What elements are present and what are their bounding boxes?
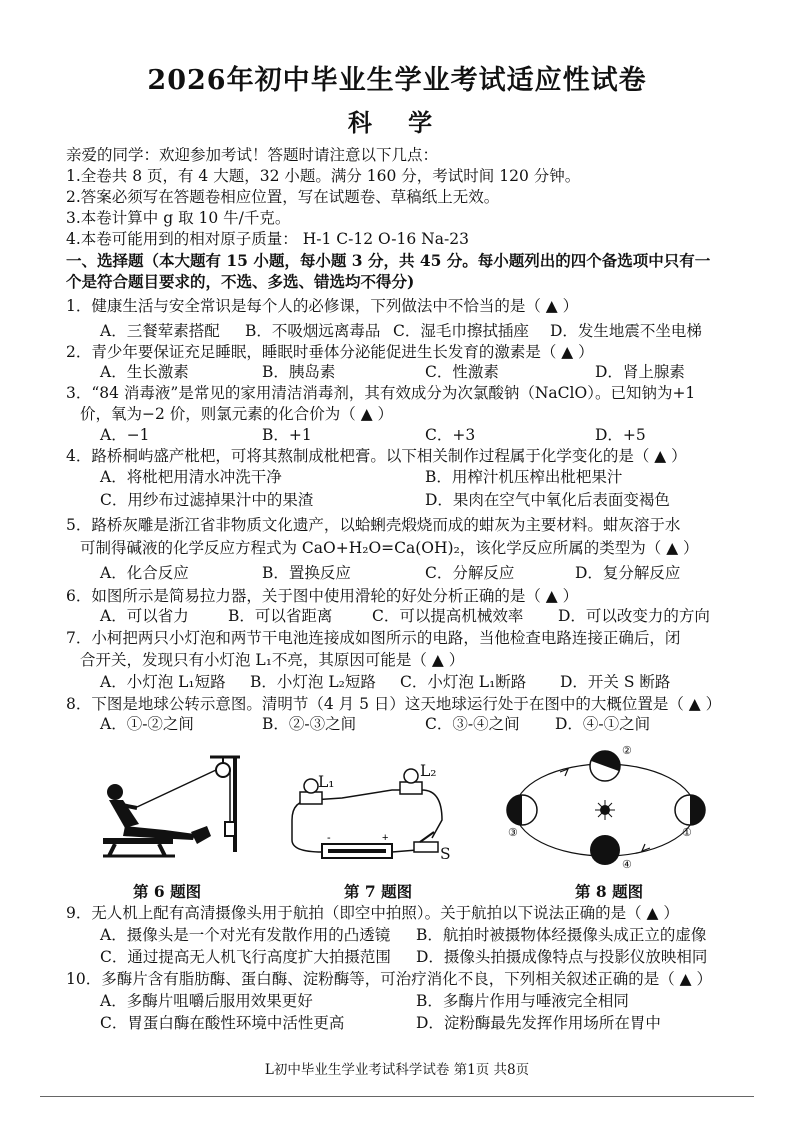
question-5-stem: 5．路桥灰雕是浙江省非物质文化遗产，以蛤蜊壳煅烧而成的蚶灰为主要材料。蚶灰溶于水 (66, 516, 681, 534)
q9-option-a: A．摄像头是一个对光有发散作用的凸透镜 (100, 926, 391, 944)
figure-6-pulley-exerciser (95, 752, 255, 862)
q4-option-a: A．将枇杷用清水冲洗干净 (100, 468, 282, 486)
figure-8-earth-orbit (500, 742, 725, 872)
q9-option-b: B．航拍时被摄物体经摄像头成正立的虚像 (416, 926, 707, 944)
q7-option-d: D．开关 S 断路 (560, 673, 671, 691)
q4-option-b: B．用榨汁机压榨出枇杷果汁 (425, 468, 623, 486)
question-7-stem-cont: 合开关，发现只有小灯泡 L₁不亮，其原因可能是（ ▲ ） (80, 651, 465, 669)
q6-option-b: B．可以省距离 (228, 607, 333, 625)
q5-option-c: C．分解反应 (425, 564, 515, 582)
question-5-stem-cont: 可制得碱液的化学反应方程式为 CaO+H₂O=Ca(OH)₂，该化学反应所属的类型为（ ▲ ） (80, 539, 699, 557)
position-1-label: ① (682, 826, 692, 839)
svg-text:+: + (382, 832, 389, 844)
q2-option-d: D．肾上腺素 (595, 363, 685, 381)
q8-option-c: C．③-④之间 (425, 715, 520, 733)
q10-option-b: B．多酶片作用与唾液完全相同 (416, 992, 629, 1010)
q5-option-b: B．置换反应 (262, 564, 351, 582)
notice-line: 4.本卷可能用到的相对原子质量： H-1 C-12 O-16 Na-23 (66, 230, 469, 248)
position-4-label: ④ (622, 858, 632, 871)
q1-option-d: D．发生地震不坐电梯 (550, 322, 702, 340)
q9-option-d: D．摄像头拍摄成像特点与投影仪放映相同 (416, 948, 708, 966)
question-2-stem: 2．青少年要保证充足睡眠，睡眠时垂体分泌能促进生长发育的激素是（ ▲ ） (66, 343, 594, 361)
q6-option-a: A．可以省力 (100, 607, 189, 625)
question-4-stem: 4．路桥桐屿盛产枇杷，可将其熬制成枇杷膏。以下相关制作过程属于化学变化的是（ ▲ ） (66, 447, 687, 465)
position-3-label: ③ (508, 826, 518, 839)
bottom-rule (40, 1096, 754, 1097)
figure-7-caption: 第 7 题图 (344, 882, 413, 901)
notice-line: 3.本卷计算中 g 取 10 牛/千克。 (66, 209, 291, 227)
notice-line: 亲爱的同学：欢迎参加考试！答题时请注意以下几点： (66, 146, 439, 164)
q8-option-b: B．②-③之间 (262, 715, 357, 733)
q2-option-b: B．胰岛素 (262, 363, 336, 381)
q4-option-d: D．果肉在空气中氧化后表面变褐色 (425, 491, 670, 509)
position-2-label: ② (622, 744, 632, 757)
q3-option-c: C．+3 (425, 426, 476, 444)
question-6-stem: 6．如图所示是简易拉力器，关于图中使用滑轮的好处分析正确的是（ ▲ ） (66, 587, 579, 605)
q3-option-b: B．+1 (262, 426, 312, 444)
q7-option-a: A．小灯泡 L₁短路 (100, 673, 226, 691)
q1-option-c: C．湿毛巾擦拭插座 (393, 322, 529, 340)
q1-option-a: A．三餐荤素搭配 (100, 322, 220, 340)
q2-option-a: A．生长激素 (100, 363, 189, 381)
q3-option-d: D．+5 (595, 426, 646, 444)
section-heading: 一、选择题（本大题有 15 小题，每小题 3 分，共 45 分。每小题列出的四个备选项中只有一 (66, 251, 711, 270)
q7-option-b: B．小灯泡 L₂短路 (250, 673, 376, 691)
page-footer: L初中毕业生学业考试科学试卷 第1页 共8页 (264, 1062, 530, 1078)
q8-option-a: A．①-②之间 (100, 715, 194, 733)
exam-title: 2026年初中毕业生学业考试适应性试卷 (147, 65, 647, 96)
q1-option-b: B．不吸烟远离毒品 (245, 322, 381, 340)
question-8-stem: 8．下图是地球公转示意图。清明节（4 月 5 日）这天地球运行处于在图中的大概位置是（ ▲ ） (66, 695, 722, 713)
notice-line: 1.全卷共 8 页，有 4 大题，32 小题。满分 160 分，考试时间 120 分钟。 (66, 167, 581, 185)
q10-option-d: D．淀粉酶最先发挥作用场所在胃中 (416, 1014, 661, 1032)
figure-8-caption: 第 8 题图 (575, 882, 644, 901)
q2-option-c: C．性激素 (425, 363, 499, 381)
figure-6-caption: 第 6 题图 (133, 882, 202, 901)
svg-text:-: - (327, 832, 331, 844)
q6-option-c: C．可以提高机械效率 (372, 607, 524, 625)
section-heading: 个是符合题目要求的，不选、多选、错选均不得分) (66, 272, 415, 291)
q9-option-c: C．通过提高无人机飞行高度扩大拍摄范围 (100, 948, 391, 966)
lamp-l2-label: L₂ (420, 762, 437, 780)
q4-option-c: C．用纱布过滤掉果汁中的果渣 (100, 491, 314, 509)
question-3-stem-cont: 价，氧为−2 价，则氯元素的化合价为（ ▲ ） (80, 405, 394, 423)
q5-option-d: D．复分解反应 (575, 564, 681, 582)
question-9-stem: 9．无人机上配有高清摄像头用于航拍（即空中拍照）。关于航拍以下说法正确的是（ ▲ ） (66, 904, 679, 922)
switch-s-label: S (440, 845, 451, 863)
q8-option-d: D．④-①之间 (555, 715, 651, 733)
question-3-stem: 3．“84 消毒液”是常见的家用清洁消毒剂，其有效成分为次氯酸钠（NaClO）。已知钠为+1 (66, 384, 696, 402)
q10-option-c: C．胃蛋白酶在酸性环境中活性更高 (100, 1014, 345, 1032)
q3-option-a: A．−1 (100, 426, 150, 444)
q6-option-d: D．可以改变力的方向 (558, 607, 710, 625)
question-7-stem: 7．小柯把两只小灯泡和两节干电池连接成如图所示的电路，当他检查电路连接正确后，闭 (66, 629, 681, 647)
q10-option-a: A．多酶片咀嚼后服用效果更好 (100, 992, 313, 1010)
question-10-stem: 10．多酶片含有脂肪酶、蛋白酶、淀粉酶等，可治疗消化不良，下列相关叙述正确的是（ ▲ ） (66, 970, 713, 988)
subject-title: 科 学 (347, 108, 447, 137)
lamp-l1-label: L₁ (318, 773, 335, 791)
q5-option-a: A．化合反应 (100, 564, 189, 582)
question-1-stem: 1．健康生活与安全常识是每个人的必修课，下列做法中不恰当的是（ ▲ ） (66, 297, 579, 315)
notice-line: 2.答案必须写在答题卷相应位置，写在试题卷、草稿纸上无效。 (66, 188, 500, 206)
q7-option-c: C．小灯泡 L₁断路 (400, 673, 527, 691)
